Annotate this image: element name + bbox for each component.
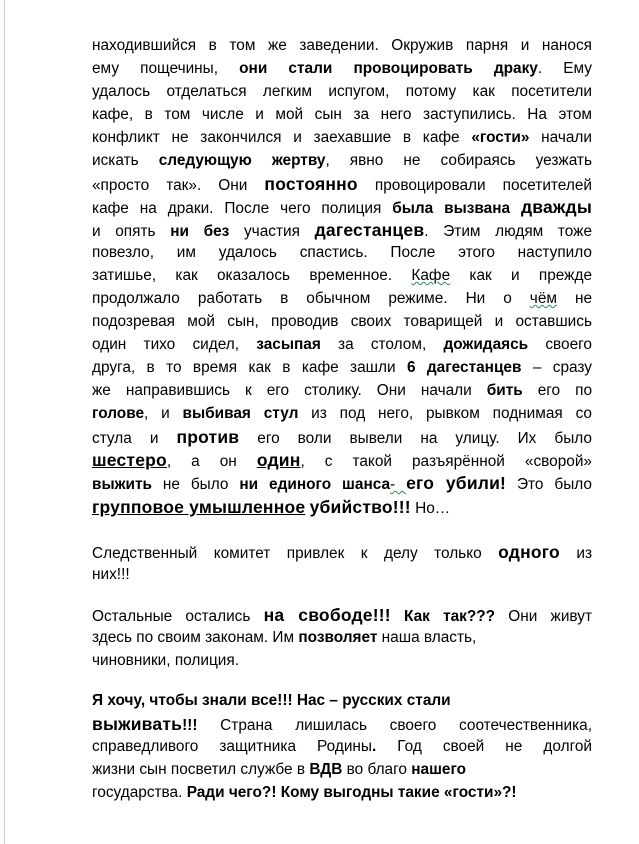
text-run: из под него, рывком поднимая со — [298, 405, 592, 422]
text-run: Остальные остались — [92, 608, 264, 625]
text-run: удалось отделаться легким испугом, потому как посетители — [92, 83, 592, 100]
text-line — [92, 497, 592, 519]
bold-text: они стали провоцировать драку — [239, 60, 538, 77]
bold-text: на свободе!!! — [263, 605, 391, 625]
text-line — [92, 174, 592, 196]
text-run: искать — [92, 152, 159, 169]
bold-text: нашего — [411, 761, 467, 778]
bold-text: дожидаясь — [443, 336, 529, 353]
bold-text: голове — [92, 405, 145, 422]
text-run — [391, 608, 404, 625]
bold-text: 6 дагестанцев — [406, 359, 522, 376]
text-run: справедливого защитника Родины — [92, 738, 372, 755]
bold-text: бить — [486, 382, 523, 399]
text-run: продолжало работать в обычном режиме. Ни о — [92, 290, 530, 307]
text-run: его воли вывели на улицу. Их было — [239, 430, 592, 447]
text-run: , с такой разъярённой «сворой» — [300, 453, 592, 470]
text-run: начали — [529, 129, 592, 146]
bold-text: одного — [498, 542, 560, 562]
bold-text: Как так??? — [404, 608, 496, 625]
text-run: . Этим людям тоже — [424, 223, 592, 240]
bold-text: засыпая — [256, 336, 321, 353]
bold-text: выживать — [92, 714, 183, 734]
text-line — [92, 783, 592, 803]
text-run: жизни сын посветил службе в — [92, 761, 310, 778]
text-line — [92, 59, 592, 79]
text-line — [92, 151, 592, 171]
text-line — [92, 312, 592, 332]
spellcheck-marked-text: чём — [529, 290, 557, 307]
text-run: здесь по своим законам. Им — [92, 629, 299, 646]
text-line — [92, 335, 592, 355]
text-run: «просто так». Они — [92, 177, 265, 194]
bold-text: . — [372, 738, 377, 755]
bold-text: дагестанцев — [314, 220, 425, 240]
text-line — [92, 737, 592, 757]
text-run: Страна лишилась своего соотечественника, — [197, 717, 592, 734]
text-run: стула и — [92, 430, 177, 447]
text-run: его по — [522, 382, 593, 399]
bold-text: была вызвана — [392, 200, 521, 217]
text-line — [92, 542, 592, 564]
bold-text: шестеро — [92, 450, 167, 470]
text-run: государства. — [92, 784, 187, 801]
text-line — [92, 128, 592, 148]
text-run: Это было — [506, 476, 592, 493]
bold-text: ВДВ — [309, 761, 343, 778]
text-run: , явно не собираясь уезжать — [325, 152, 592, 169]
text-run: , и — [144, 405, 183, 422]
text-run: чиновники, полиция. — [92, 652, 239, 669]
spellcheck-marked-text: - — [390, 476, 407, 493]
text-run: Год своей не долгой — [376, 738, 592, 755]
text-line — [92, 404, 592, 424]
text-line — [92, 381, 592, 401]
bold-text: «гости» — [471, 129, 530, 146]
text-line — [92, 651, 592, 671]
text-line — [92, 105, 592, 125]
spellcheck-marked-text: Кафе — [411, 267, 451, 284]
text-run: провоцировали посетителей — [357, 177, 592, 194]
text-run: Следственный комитет привлек к делу только — [92, 545, 499, 562]
bold-text: постоянно — [264, 174, 358, 194]
text-line — [92, 358, 592, 378]
text-run: Они живут — [495, 608, 593, 625]
bold-text: один — [256, 450, 301, 470]
text-run: же направившись к его столику. Они начали — [92, 382, 487, 399]
text-run: участия — [229, 223, 315, 240]
text-line — [92, 605, 592, 627]
text-run: подозревая мой сын, проводив своих товарищей и оставшись — [92, 313, 592, 330]
text-line — [92, 760, 592, 780]
text-run: наша власть, — [377, 629, 477, 646]
text-line — [92, 628, 592, 648]
text-run: . Ему — [537, 60, 592, 77]
bold-text: дважды — [520, 197, 592, 217]
text-run: повезло, им удалось спастись. После этого наступило — [92, 244, 592, 261]
text-run: как и прежде — [450, 267, 593, 284]
text-line — [92, 243, 592, 263]
text-line — [92, 36, 592, 56]
text-line — [92, 450, 592, 472]
text-line — [92, 289, 592, 309]
text-run: них!!! — [92, 566, 130, 583]
bold-text: выжить — [92, 476, 152, 493]
bold-text: выбивая стул — [182, 405, 299, 422]
text-run: один тихо сидел, — [92, 336, 257, 353]
text-run: – сразу — [521, 359, 592, 376]
text-line — [92, 197, 592, 219]
text-run: во благо — [342, 761, 412, 778]
text-run: за столом, — [320, 336, 444, 353]
text-run: друга, в то время как в кафе зашли — [92, 359, 407, 376]
bold-text: ни без — [170, 223, 230, 240]
bold-text: !!! — [182, 717, 198, 734]
bold-text: убийство!!! — [309, 497, 411, 517]
bold-text: против — [176, 427, 240, 447]
bold-text: Я хочу, чтобы знали все!!! Нас – русских стали — [92, 692, 451, 709]
bold-text: его убили! — [406, 473, 507, 493]
page-left-edge — [4, 0, 5, 844]
bold-text: Ради чего?! Кому выгодны такие «гости»?! — [186, 784, 517, 801]
text-run: конфликт не закончился и заехавшие в кафе — [92, 129, 472, 146]
text-run: кафе, в том числе и мой сын за него заступились. На этом — [92, 106, 592, 123]
bold-text: групповое умышленное — [92, 497, 306, 517]
text-run: кафе на драки. После чего полиция — [92, 200, 393, 217]
text-run: затишье, как оказалось временное. — [92, 267, 412, 284]
text-run: Но… — [410, 500, 451, 517]
text-line — [92, 714, 592, 736]
bold-text: следующую жертву — [158, 152, 326, 169]
bold-text: позволяет — [298, 629, 378, 646]
bold-text: ни единого шанса — [239, 476, 391, 493]
text-line — [92, 266, 592, 286]
text-run: не — [556, 290, 592, 307]
text-run: не было — [151, 476, 240, 493]
text-run: , а он — [166, 453, 257, 470]
text-line — [92, 82, 592, 102]
text-line — [92, 427, 592, 449]
text-line — [92, 220, 592, 242]
text-line — [92, 691, 592, 711]
text-run: и опять — [92, 223, 171, 240]
text-run: своего — [528, 336, 592, 353]
text-line — [92, 565, 592, 585]
text-run: ему пощечины, — [92, 60, 240, 77]
text-run: находившийся в том же заведении. Окружив парня и нанося — [92, 37, 592, 54]
text-line — [92, 473, 592, 495]
text-run: из — [559, 545, 593, 562]
